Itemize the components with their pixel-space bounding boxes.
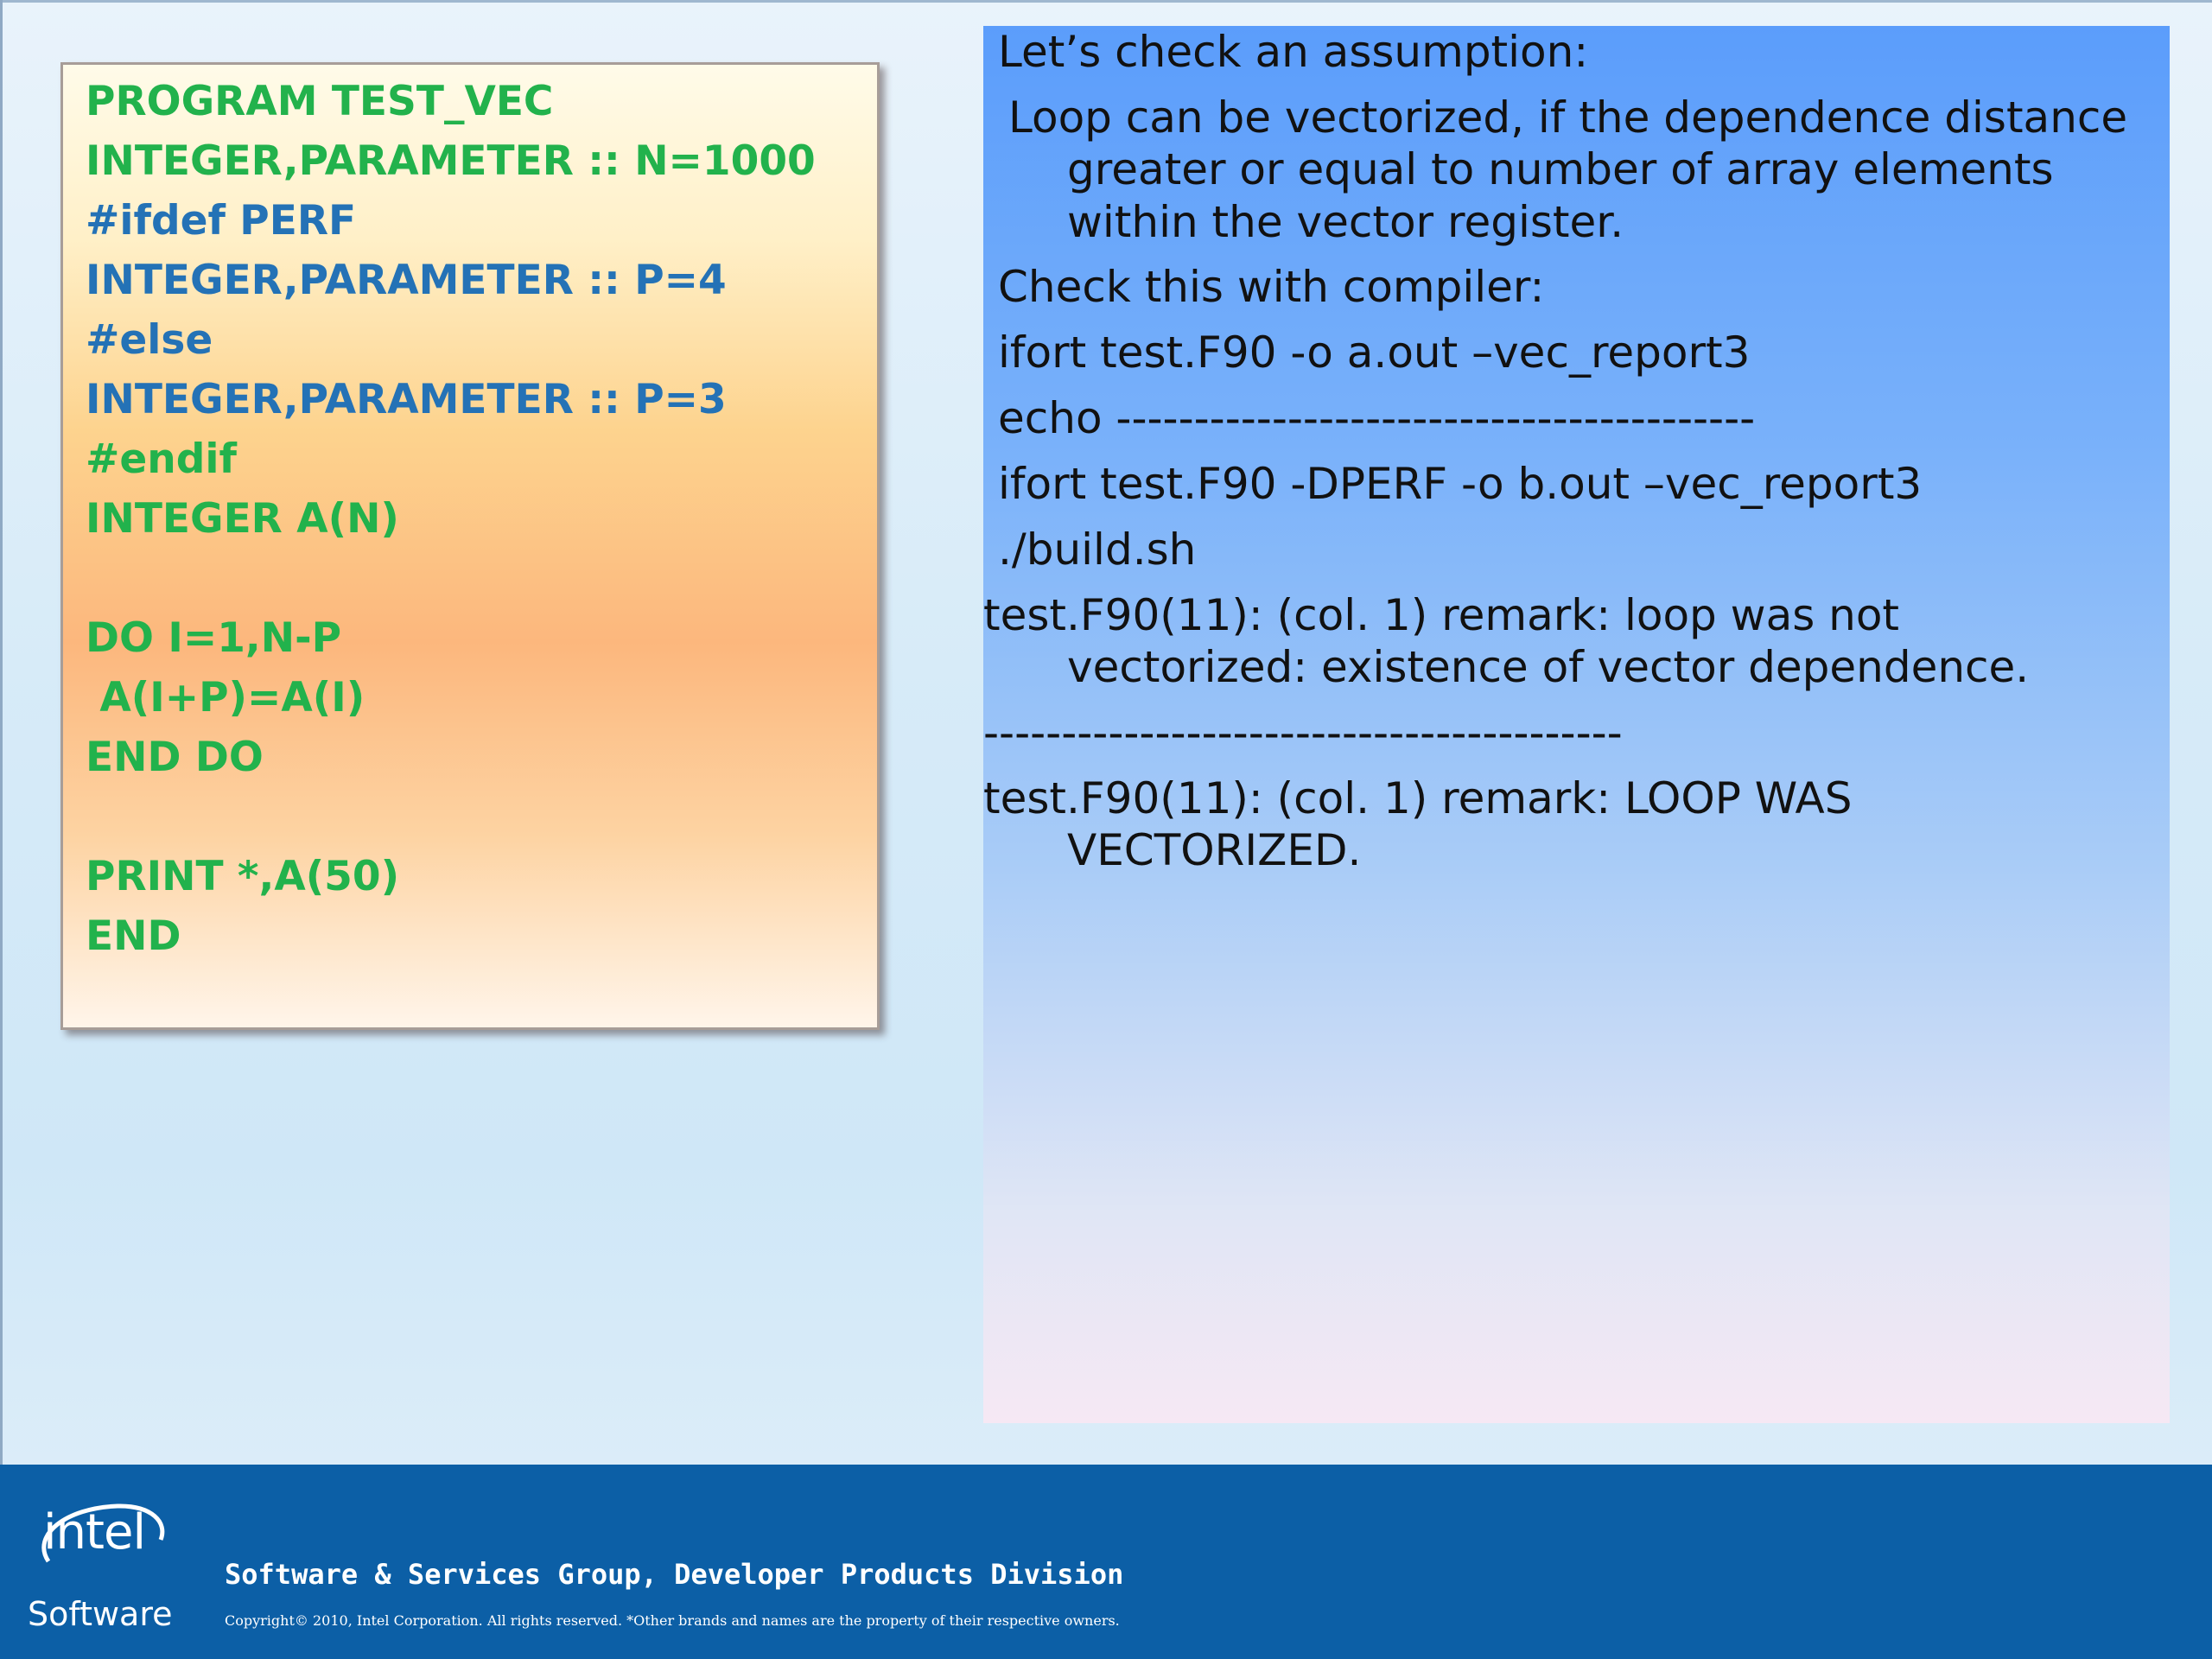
code-line: #else xyxy=(86,316,213,364)
output-2-line-1: test.F90(11): (col. 1) remark: LOOP WAS xyxy=(983,773,1853,823)
code-line: PRINT *,A(50) xyxy=(86,853,400,900)
output-2-line-2: VECTORIZED. xyxy=(1067,825,1362,875)
footer-copyright: Copyright© 2010, Intel Corporation. All rights reserved. *Other brands and names are the property of their respective owners. xyxy=(225,1612,1120,1629)
code-line: PROGRAM TEST_VEC xyxy=(86,78,554,125)
logo-software-label: Software xyxy=(28,1595,173,1633)
command-line-2: echo ----------------------------------------- xyxy=(998,393,1756,443)
code-line: #ifdef PERF xyxy=(86,197,357,245)
output-1-line-2: vectorized: existence of vector dependence. xyxy=(1067,642,2030,692)
code-line: INTEGER,PARAMETER :: P=4 xyxy=(86,257,727,304)
code-line: A(I+P)=A(I) xyxy=(86,674,365,721)
footer-division-title: Software & Services Group, Developer Products Division xyxy=(225,1558,1124,1591)
code-lines xyxy=(86,72,877,966)
left-border xyxy=(0,0,3,1465)
command-line-1: ifort test.F90 -o a.out –vec_report3 xyxy=(998,327,1751,378)
code-line xyxy=(86,549,877,608)
panel-heading: Let’s check an assumption: xyxy=(998,27,1589,77)
code-line: END xyxy=(86,912,181,960)
assumption-line-1: Loop can be vectorized, if the dependence distance xyxy=(1008,92,2128,143)
check-instruction: Check this with compiler: xyxy=(998,262,1545,312)
code-listing-box xyxy=(60,62,880,1030)
code-line: INTEGER,PARAMETER :: N=1000 xyxy=(86,137,816,185)
code-line: #endif xyxy=(86,435,237,483)
top-border xyxy=(0,0,2212,3)
code-line xyxy=(86,787,877,847)
explanation-panel xyxy=(983,26,2170,1423)
intel-logo: intel xyxy=(43,1504,146,1560)
assumption-line-3: within the vector register. xyxy=(1067,197,1624,247)
output-separator: ----------------------------------------- xyxy=(983,708,1623,758)
command-line-3: ifort test.F90 -DPERF -o b.out –vec_report3 xyxy=(998,459,1923,509)
code-line: INTEGER A(N) xyxy=(86,495,399,543)
command-line-4: ./build.sh xyxy=(998,524,1197,575)
code-line: INTEGER,PARAMETER :: P=3 xyxy=(86,376,727,423)
assumption-line-2: greater or equal to number of array elements xyxy=(1067,144,2054,194)
code-line: DO I=1,N-P xyxy=(86,614,342,662)
output-1-line-1: test.F90(11): (col. 1) remark: loop was not xyxy=(983,590,1900,640)
code-line: END DO xyxy=(86,734,264,781)
